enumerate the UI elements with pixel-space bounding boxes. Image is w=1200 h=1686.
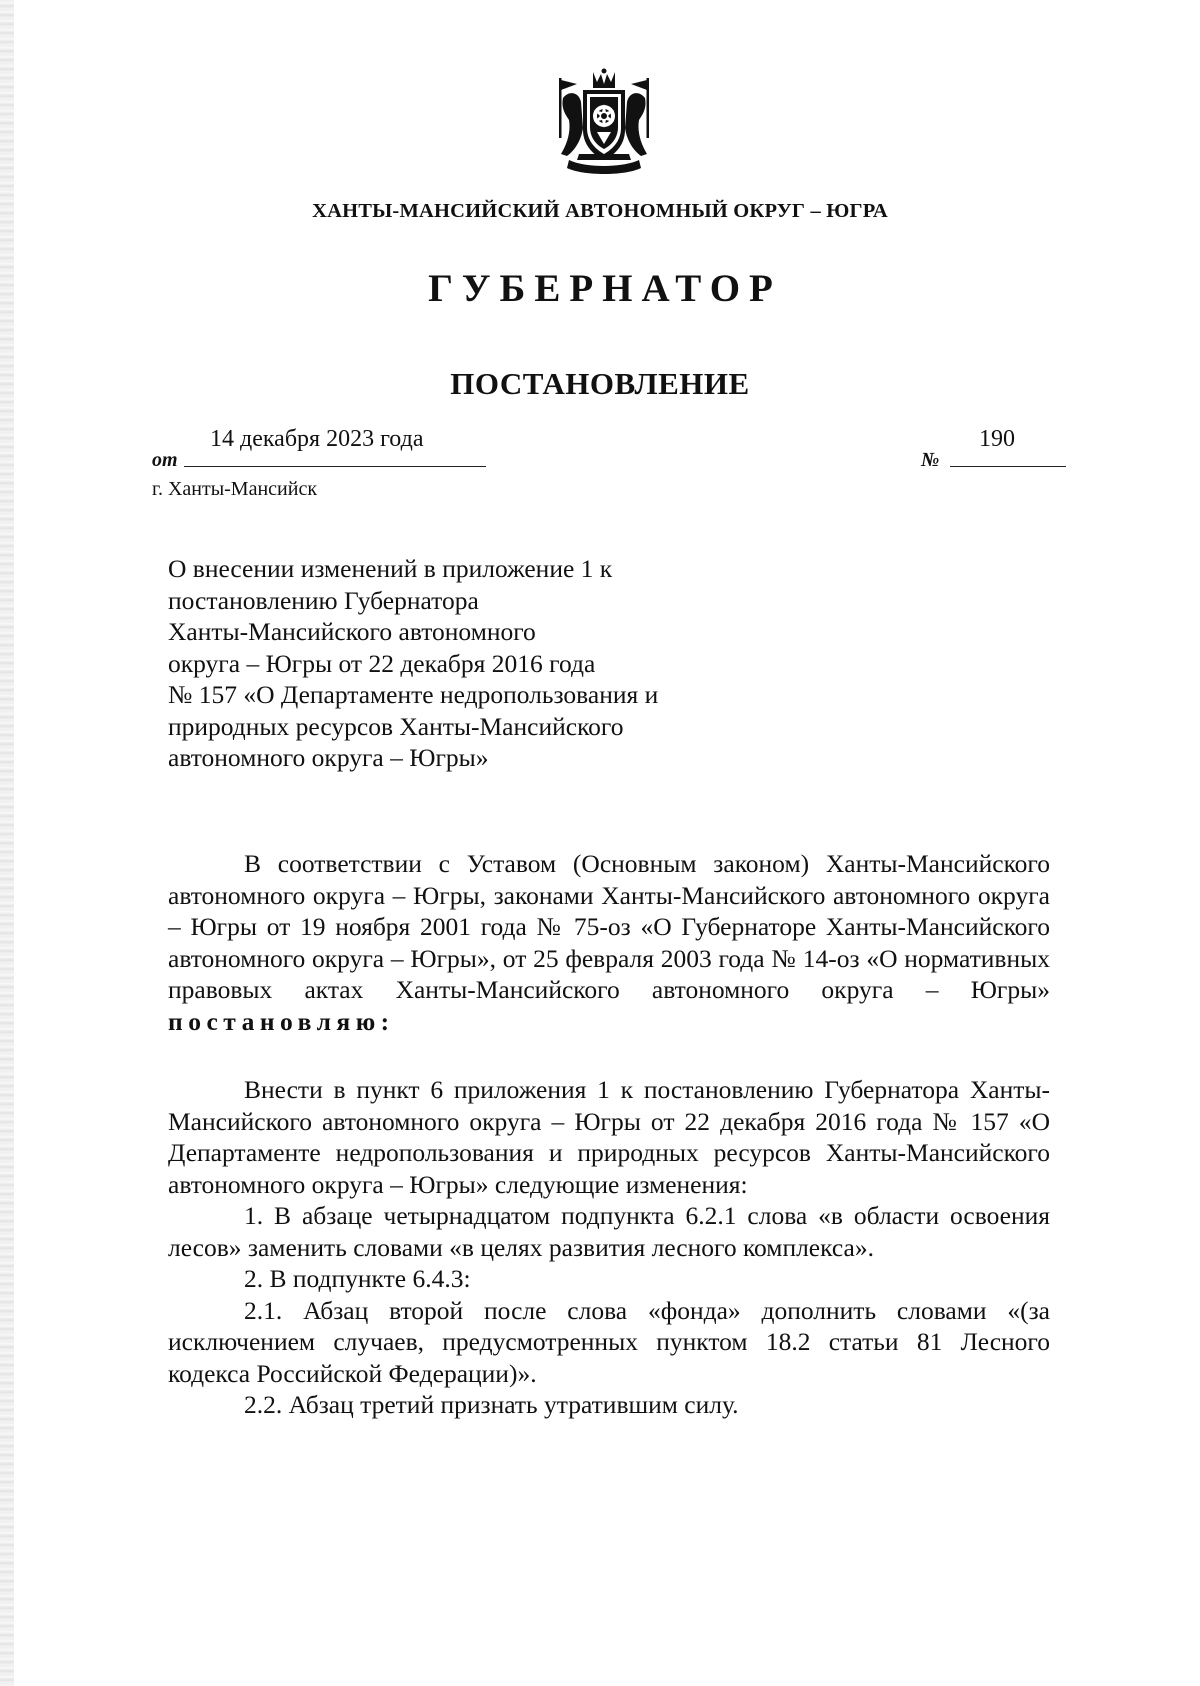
main-item: 2.1. Абзац второй после слова «фонда» дополнить словами «(за исключением случаев, предусмотренных пунктом 18.2 статьи 81 Лесного кодекса Российской Федерации)». <box>168 1295 1050 1388</box>
scan-edge <box>0 0 14 1686</box>
subject-line: округа – Югры от 22 декабря 2016 года <box>168 648 596 678</box>
region-title: ХАНТЫ-МАНСИЙСКИЙ АВТОНОМНЫЙ ОКРУГ – ЮГРА <box>312 200 888 222</box>
subject-line: О внесении изменений в приложение 1 к <box>168 554 613 583</box>
governor-title: ГУБЕРНАТОР <box>428 267 782 310</box>
coat-of-arms-icon <box>555 68 653 178</box>
preamble-paragraph <box>168 848 1050 1037</box>
subject-line: постановлению Губернатора <box>168 585 479 615</box>
preamble-text-block <box>168 848 1050 1037</box>
document-type: ПОСТАНОВЛЕНИЕ <box>450 366 750 401</box>
date-label: от <box>152 449 178 471</box>
main-intro: Внести в пункт 6 приложения 1 к постановлению Губернатора Ханты-Мансийского автономного округа – Югры от 22 декабря 2016 года № 157 «О Департаменте недропользования и природных ресурсов Ханты-Мансийского автономного округа – Югры» следующие изменения: <box>168 1075 1050 1199</box>
subject-line: № 157 «О Департаменте недропользования и <box>168 680 659 709</box>
subject-line: природных ресурсов Ханты-Мансийского <box>168 711 624 741</box>
date-underline <box>184 466 486 467</box>
subject-line: Ханты-Мансийского автономного <box>168 617 536 646</box>
main-item: 2.2. Абзац третий признать утратившим силу. <box>244 1390 739 1419</box>
number-underline <box>950 466 1066 467</box>
number-label: № <box>921 449 940 471</box>
city-name: г. Ханты-Мансийск <box>152 478 318 500</box>
main-item: 2. В подпункте 6.4.3: <box>244 1264 471 1293</box>
resolve-word: постановляю: <box>168 1006 395 1036</box>
number-value: 190 <box>979 426 1015 452</box>
main-item: 1. В абзаце четырнадцатом подпункта 6.2.1 слова «в области освоения лесов» заменить словами «в целях развития лесного комплекса». <box>168 1201 1050 1262</box>
preamble-text: В соответствии с Уставом (Основным законом) Ханты-Мансийского автономного округа – Югры, законами Ханты-Мансийского автономного округа – Югры от 19 ноября 2001 года № 75-оз «О Губернаторе Ханты-Мансийского автономного округа – Югры», от 25 февраля 2003 года № 14-оз «О нормативных правовых актах Ханты-Мансийского автономного округа – Югры» <box>168 849 1050 1004</box>
main-section <box>168 1074 1050 1421</box>
subject-line: автономного округа – Югры» <box>168 743 489 772</box>
date-value: 14 декабря 2023 года <box>210 426 424 452</box>
document-subject <box>168 553 728 774</box>
